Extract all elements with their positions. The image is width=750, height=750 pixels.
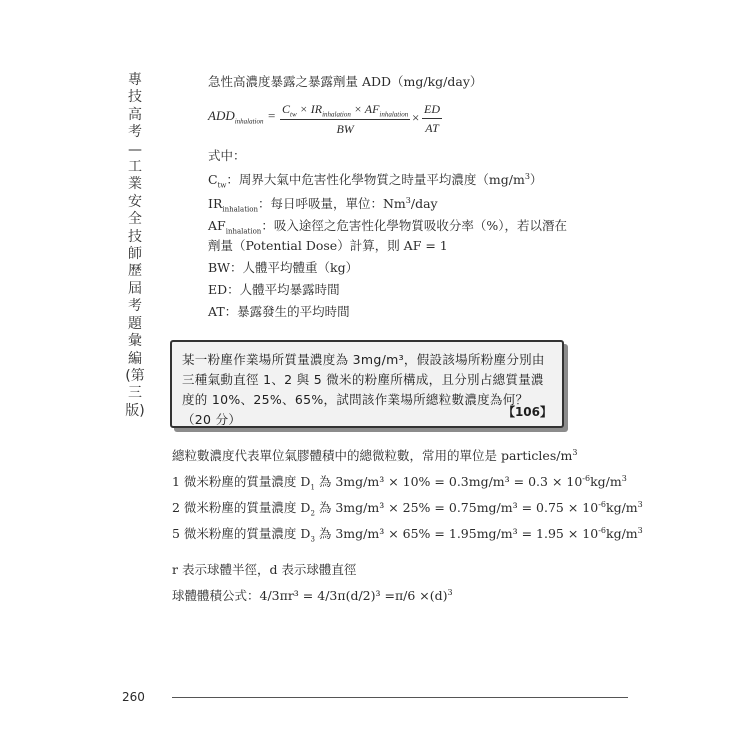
year-tag: 【106】 [502, 405, 552, 419]
def-af-cont: 劑量（Potential Dose）計算，則 AF = 1 [208, 238, 448, 253]
def-bw: BW：人體平均體重（kg） [208, 260, 359, 275]
answer-d2: 2 微米粉塵的質量濃度 $D_2$ 為 $3mg/m^3 \times 25\% = 0.75mg/m^3 = 0.75 \times 10^{-6}kg/m^3$ [172, 499, 643, 518]
add-formula [208, 102, 440, 137]
answer-d3: 5 微米粉塵的質量濃度 $D_3$ 為 $3mg/m^3 \times 65\% = 1.95mg/m^3 = 1.95 \times 10^{-6}kg/m^3$ [172, 525, 643, 544]
formula-ed-at-fraction: $\frac{ED}{AT}$ [424, 102, 440, 135]
answer-volume: 球體體積公式：$4/3\pi r^3 = 4/3\pi(d/2)^3 =\pi/6 \times(d)^3$ [172, 587, 453, 603]
formula-equals: = [268, 108, 276, 123]
question-box [170, 340, 564, 428]
formula-times: × [412, 110, 420, 125]
answer-radius: r 表示球體半徑，d 表示球體直徑 [172, 562, 357, 577]
def-at: AT：暴露發生的平均時間 [208, 304, 350, 319]
question-text: 某一粉塵作業場所質量濃度為 3mg/m³，假設該場所粉塵分別由三種氣動直徑 1、2 與 5 微米的粉塵所構成，且分別占總質量濃度的 10%、25%、65%，試問該作業場所總粒數濃度為何？（20 分） [182, 352, 545, 427]
page-number: 260 [122, 690, 145, 704]
footer-rule [172, 697, 628, 698]
formula-main-fraction: $C_{tw} \times IR_{inhalation} \times AF_{inhalation}$ BW [282, 102, 409, 137]
def-ctw: $C_{tw}$：周界大氣中危害性化學物質之時量平均濃度$(mg/m^3)$ [208, 171, 543, 190]
answer-d1: 1 微米粉塵的質量濃度 $D_1$ 為 $3mg/m^3 \times 10\% = 0.3mg/m^3 = 0.3 \times 10^{-6}kg/m^3$ [172, 473, 627, 492]
header-line: 急性高濃度暴露之暴露劑量 ADD（mg/kg/day） [208, 74, 483, 89]
defs-label: 式中： [208, 148, 246, 163]
def-af: $AF_{inhalation}$：吸入途徑之危害性化學物質吸收分率（%），若以潛在 [208, 218, 567, 236]
formula-lhs: $ADD_{inhalation}$ [208, 108, 264, 126]
def-ed: ED：人體平均暴露時間 [208, 282, 340, 297]
def-ir: $IR_{inhalation}$：每日呼吸量，單位：Nm$^3$/day [208, 195, 438, 214]
side-title: 專技高考—工業安全技師歷屆考題彙編(第三版) [125, 72, 145, 419]
answer-intro: 總粒數濃度代表單位氣膠體積中的總微粒數，常用的單位是 particles/$m^3$ [172, 447, 578, 463]
